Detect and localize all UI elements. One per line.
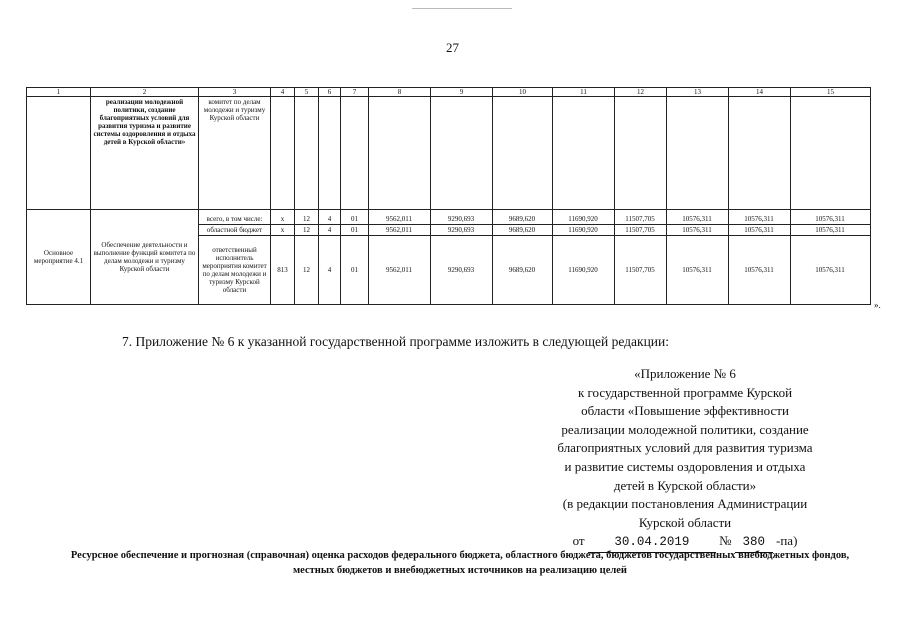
table-cell: 11690,920 bbox=[553, 225, 615, 236]
table-cell bbox=[431, 97, 493, 210]
appendix-line: благоприятных условий для развития туризма bbox=[557, 440, 813, 456]
header-cell: 4 bbox=[271, 88, 295, 97]
closing-quote: ». bbox=[874, 300, 881, 310]
table-cell: 9689,620 bbox=[493, 210, 553, 225]
table-cell: 10576,311 bbox=[667, 210, 729, 225]
table-cell: 9689,620 bbox=[493, 236, 553, 305]
table-cell bbox=[271, 97, 295, 210]
table-cell: 9562,011 bbox=[369, 210, 431, 225]
top-divider bbox=[412, 8, 512, 9]
table-cell: х bbox=[271, 225, 295, 236]
decree-number: 380 bbox=[735, 533, 773, 553]
header-cell: 7 bbox=[341, 88, 369, 97]
table-header-row bbox=[27, 88, 871, 97]
table-cell bbox=[369, 97, 431, 210]
executor-cell: комитет по делам молодежи и туризму Курской области bbox=[199, 97, 271, 210]
header-cell: 14 bbox=[729, 88, 791, 97]
header-cell: 10 bbox=[493, 88, 553, 97]
section-heading: Ресурсное обеспечение и прогнозная (справочная) оценка расходов федерального бюджета, областного бюджета, бюджетов государственных внебюджетных фондов, местных бюджетов и внебюджетных источников на реализацию целей bbox=[70, 550, 850, 576]
header-cell: 13 bbox=[667, 88, 729, 97]
table-cell: 10576,311 bbox=[791, 225, 871, 236]
appendix-line: и развитие системы оздоровления и отдыха bbox=[564, 458, 806, 474]
header-cell: 15 bbox=[791, 88, 871, 97]
table-cell bbox=[791, 97, 871, 210]
table-cell: 10576,311 bbox=[667, 236, 729, 305]
table-cell: 9290,693 bbox=[431, 210, 493, 225]
table-cell: 10576,311 bbox=[729, 210, 791, 225]
number-prefix: № bbox=[719, 533, 732, 549]
header-cell: 2 bbox=[91, 88, 199, 97]
table-cell: 4 bbox=[319, 236, 341, 305]
header-cell: 11 bbox=[553, 88, 615, 97]
table-cell: 10576,311 bbox=[729, 236, 791, 305]
table-cell: 11507,705 bbox=[615, 225, 667, 236]
table-cell: 9689,620 bbox=[493, 225, 553, 236]
table-cell: х bbox=[271, 210, 295, 225]
decree-date: 30.04.2019 bbox=[588, 533, 716, 553]
appendix-line: детей в Курской области» bbox=[613, 477, 757, 493]
table-cell: 4 bbox=[319, 210, 341, 225]
appendix-line: к государственной программе Курской bbox=[577, 384, 793, 400]
measure-name-cell: Основное мероприятие 4.1 bbox=[27, 210, 91, 305]
table-cell: 11507,705 bbox=[615, 210, 667, 225]
appendix-line: «Приложение № 6 bbox=[634, 366, 736, 381]
appendix-line: области «Повышение эффективности bbox=[581, 403, 789, 419]
table-cell: 12 bbox=[295, 236, 319, 305]
measure-desc-cell: Обеспечение деятельности и выполнение функций комитета по делам молодежи и туризму Курской области bbox=[91, 210, 199, 305]
header-cell: 9 bbox=[431, 88, 493, 97]
label-cell: всего, в том числе: bbox=[199, 210, 271, 225]
table-cell: 01 bbox=[341, 210, 369, 225]
amendment-paragraph: 7. Приложение № 6 к указанной государственной программе изложить в следующей редакции: bbox=[122, 334, 669, 349]
appendix-line: реализации молодежной политики, создание bbox=[561, 421, 809, 437]
table-cell: 10576,311 bbox=[667, 225, 729, 236]
table-cell bbox=[341, 97, 369, 210]
table-cell: 10576,311 bbox=[791, 236, 871, 305]
header-cell: 1 bbox=[27, 88, 91, 97]
table-row bbox=[27, 97, 871, 210]
table-cell: 12 bbox=[295, 225, 319, 236]
table-cell bbox=[667, 97, 729, 210]
from-prefix: от bbox=[572, 533, 585, 549]
table-cell: 12 bbox=[295, 210, 319, 225]
appendix-line: (в редакции постановления Администрации bbox=[562, 496, 808, 512]
table-cell bbox=[615, 97, 667, 210]
header-cell: 6 bbox=[319, 88, 341, 97]
table-cell bbox=[295, 97, 319, 210]
table-cell bbox=[319, 97, 341, 210]
table-cell: 01 bbox=[341, 225, 369, 236]
table-cell: 4 bbox=[319, 225, 341, 236]
appendix-block bbox=[520, 365, 850, 553]
table-cell: 10576,311 bbox=[791, 210, 871, 225]
table-cell: 11690,920 bbox=[553, 210, 615, 225]
table-cell: 10576,311 bbox=[729, 225, 791, 236]
table-cell: 11690,920 bbox=[553, 236, 615, 305]
table-cell bbox=[27, 97, 91, 210]
table-cell: 01 bbox=[341, 236, 369, 305]
table-cell: 9290,693 bbox=[431, 236, 493, 305]
table-cell: 11507,705 bbox=[615, 236, 667, 305]
header-cell: 5 bbox=[295, 88, 319, 97]
table-row bbox=[27, 210, 871, 225]
label-cell: ответственный исполнитель мероприятия комитет по делам молодежи и туризму Курской области bbox=[199, 236, 271, 305]
budget-table bbox=[26, 87, 871, 305]
program-name-cell: реализации молодежной политики, создание благоприятных условий для развития туризма и развитие системы оздоровления и отдыха детей в Курской области» bbox=[91, 97, 199, 210]
page-number: 27 bbox=[446, 40, 459, 55]
label-cell: областной бюджет bbox=[199, 225, 271, 236]
table-cell: 9562,011 bbox=[369, 225, 431, 236]
table-cell: 813 bbox=[271, 236, 295, 305]
header-cell: 3 bbox=[199, 88, 271, 97]
table-cell bbox=[493, 97, 553, 210]
table-cell: 9290,693 bbox=[431, 225, 493, 236]
header-cell: 12 bbox=[615, 88, 667, 97]
number-suffix: -па) bbox=[776, 533, 798, 549]
table-cell bbox=[729, 97, 791, 210]
appendix-line: Курской области bbox=[638, 514, 732, 530]
table-cell bbox=[553, 97, 615, 210]
header-cell: 8 bbox=[369, 88, 431, 97]
table-cell: 9562,011 bbox=[369, 236, 431, 305]
